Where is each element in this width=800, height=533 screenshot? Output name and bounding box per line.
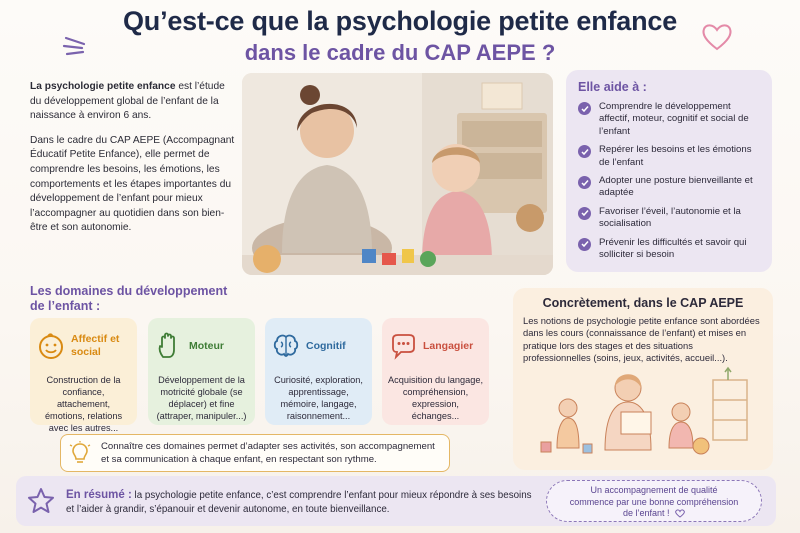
aide-item-text: Prévenir les difficultés et savoir qui solliciter si besoin [599, 236, 747, 261]
domain-card-moteur [148, 318, 255, 425]
domain-label: Moteur [189, 339, 224, 352]
heart-icon [675, 509, 685, 518]
aide-item-text: Comprendre le développement affectif, moteur, cognitif et social de l’enfant [599, 101, 749, 137]
aide-item-text: Adopter une posture bienveillante et adaptée [599, 175, 753, 199]
list-item [578, 175, 760, 200]
aide-list [578, 101, 760, 261]
tip-line-2: et sa communication à chaque enfant, en respectant son rythme. [101, 454, 377, 465]
concret-text: Les notions de psychologie petite enfance sont abordées dans les cours (connaissance de l’enfant) et mises en pratique lors des stages et des situations professionnelles (soins, jeux, activités, accueil...). [523, 315, 760, 364]
list-item [578, 101, 760, 138]
resume-banner [16, 476, 776, 526]
domain-label: Affectif et social [71, 333, 120, 358]
domain-desc: Développement de la motricité globale (se déplacer) et fine (attraper, manipuler...) [156, 375, 247, 421]
reading-story-illustration [533, 360, 753, 460]
resume-label: En résumé : [66, 489, 132, 501]
check-circle-icon [578, 145, 591, 158]
domain-card-langagier [382, 318, 489, 425]
caregiver-child-photo [242, 73, 553, 275]
list-item [578, 237, 760, 262]
domain-desc: Curiosité, exploration, apprentissage, mémoire, langage, raisonnement... [274, 375, 363, 421]
concret-panel [513, 288, 773, 470]
tip-text [101, 440, 435, 466]
domain-card-affectif [30, 318, 137, 433]
lightbulb-icon [69, 441, 91, 465]
hand-icon [154, 331, 184, 361]
aide-panel [566, 70, 772, 272]
intro-text [30, 80, 235, 246]
resume-body: la psychologie petite enfance, c’est comprendre l’enfant pour mieux répondre à ses besoins et l’aider à grandir, s’épanouir et devenir autonome, en toute bienveillance. [66, 490, 532, 515]
tip-box [60, 434, 450, 472]
check-circle-icon [578, 238, 591, 251]
heart-icon [700, 22, 734, 52]
check-circle-icon [578, 176, 591, 189]
domain-label: Langagier [423, 339, 474, 352]
star-icon [26, 487, 56, 515]
bubble-line-3: de l’enfant ! [622, 508, 670, 518]
tip-line-1: Connaître ces domaines permet d’adapter ses activités, son accompagnement [101, 441, 435, 452]
quality-bubble [546, 480, 762, 522]
check-circle-icon [578, 207, 591, 220]
page-subtitle: dans le cadre du CAP AEPE ? [244, 40, 556, 65]
intro-rest: est l’étude du développement global de l’enfant de la naissance à environ 6 ans. [30, 81, 225, 122]
intro-bold: La psychologie petite enfance [30, 81, 176, 92]
domain-desc: Construction de la confiance, attachement, émotions, relations avec les autres... [44, 375, 123, 433]
intro-paragraph-2: Dans le cadre du CAP AEPE (Accompagnant Éducatif Petite Enfance), elle permet de comprendre les besoins, les émotions, les comportements et les étapes importantes du développement de l’enfant pour mieux l’accompagner au quotidien dans son bien-être et son autonomie. [30, 134, 235, 234]
domains-title-line-2: de l’enfant : [30, 299, 101, 313]
list-item [578, 206, 760, 231]
aide-item-text: Repérer les besoins et les émotions de l’enfant [599, 144, 752, 168]
list-item [578, 144, 760, 169]
brain-icon [271, 331, 301, 361]
decorative-lines-icon [62, 34, 90, 58]
aide-title: Elle aide à : [578, 80, 647, 94]
check-circle-icon [578, 102, 591, 115]
speech-bubble-icon [388, 331, 418, 361]
resume-text [66, 488, 536, 517]
page-title: Qu’est-ce que la psychologie petite enfance [122, 6, 678, 36]
smiley-face-icon [36, 331, 66, 361]
domain-label: Cognitif [306, 339, 346, 352]
domains-title-line-1: Les domaines du développement [30, 284, 228, 298]
intro-paragraph-1 [30, 80, 235, 124]
aide-item-text: Favoriser l’éveil, l’autonomie et la socialisation [599, 205, 741, 230]
bubble-line-2: commence par une bonne compréhension [569, 496, 739, 507]
concret-title: Concrètement, dans le CAP AEPE [542, 296, 744, 310]
bubble-line-1: Un accompagnement de qualité [590, 485, 718, 495]
photo-illustration [242, 73, 553, 275]
domains-title [30, 284, 227, 314]
domain-card-cognitif [265, 318, 372, 425]
bubble-line-3-wrap [547, 508, 761, 520]
domain-desc: Acquisition du langage, compréhension, expression, échanges... [388, 375, 484, 421]
